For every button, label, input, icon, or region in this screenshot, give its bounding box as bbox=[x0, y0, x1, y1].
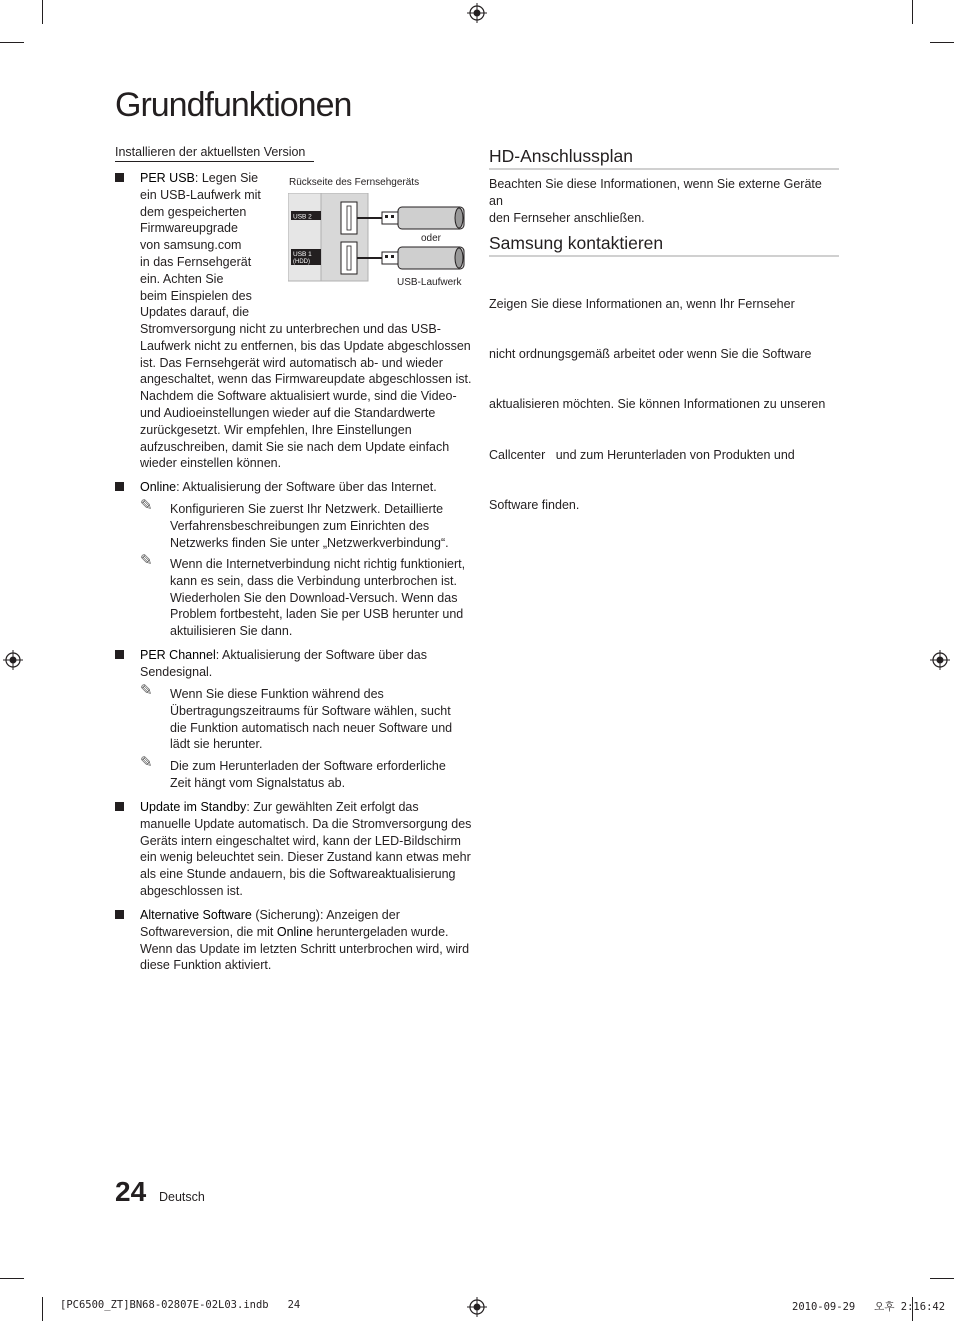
section-subhead: Installieren der aktuellsten Version bbox=[115, 145, 314, 162]
bullet-square-icon bbox=[115, 907, 127, 923]
bullet-square-icon bbox=[115, 479, 127, 495]
bullet-square-icon bbox=[115, 647, 127, 663]
term-per-channel: PER Channel bbox=[140, 648, 216, 662]
page-number: 24 bbox=[115, 1176, 147, 1207]
registration-mark-icon bbox=[467, 3, 487, 23]
section-body-samsung: Zeigen Sie diese Informationen an, wenn Ihr Fernseher nicht ordnungsgemäß arbeitet oder wenn Sie die Software aktualisieren möchten. Sie können Informationen zu unseren Callcenter und zum Herunterladen von Produkten und Software finden. bbox=[489, 296, 826, 513]
crop-mark bbox=[930, 42, 954, 43]
pencil-note-icon: ✎ bbox=[140, 754, 153, 771]
term-per-usb: PER USB bbox=[140, 171, 195, 185]
term-online: Online bbox=[140, 480, 177, 494]
footer-language: Deutsch bbox=[159, 1190, 205, 1204]
bullet-square-icon bbox=[115, 799, 127, 815]
pencil-note-icon: ✎ bbox=[140, 552, 153, 569]
registration-mark-icon bbox=[930, 650, 950, 670]
section-body-hd: Beachten Sie diese Informationen, wenn Sie externe Geräte an den Fernseher anschließen. bbox=[489, 177, 822, 225]
crop-mark bbox=[42, 1297, 43, 1321]
term-alternative-software: Alternative Software bbox=[140, 908, 252, 922]
port-label-usb2: USB 2 bbox=[293, 213, 312, 221]
crop-mark bbox=[912, 0, 913, 24]
port-label-hdd: (HDD) bbox=[293, 259, 310, 265]
pencil-note-icon: ✎ bbox=[140, 497, 153, 514]
crop-mark bbox=[930, 1278, 954, 1279]
crop-mark bbox=[0, 1278, 24, 1279]
pencil-note-icon: ✎ bbox=[140, 682, 153, 699]
term-online-ref: Online bbox=[276, 924, 313, 939]
section-title-samsung: Samsung kontaktieren bbox=[489, 233, 839, 257]
registration-mark-icon bbox=[467, 1297, 487, 1317]
page-title: Grundfunktionen bbox=[115, 86, 352, 124]
port-label-usb1: USB 1 bbox=[293, 251, 312, 258]
print-slug-file: [PC6500_ZT]BN68-02807E-02L03.indb 24 bbox=[60, 1299, 301, 1311]
figure-label-usb-drive: USB-Laufwerk bbox=[397, 277, 462, 288]
registration-mark-icon bbox=[3, 650, 23, 670]
figure-label-tv-back: Rückseite des Fernsehgeräts bbox=[289, 177, 420, 188]
crop-mark bbox=[0, 42, 24, 43]
bullet-square-icon bbox=[115, 170, 127, 186]
print-slug-date: 2010-09-29 오후 2:16:42 bbox=[792, 1301, 946, 1313]
term-update-standby: Update im Standby bbox=[140, 800, 247, 814]
crop-mark bbox=[42, 0, 43, 24]
section-title-hd: HD-Anschlussplan bbox=[489, 146, 839, 170]
figure-label-or: oder bbox=[421, 233, 442, 244]
